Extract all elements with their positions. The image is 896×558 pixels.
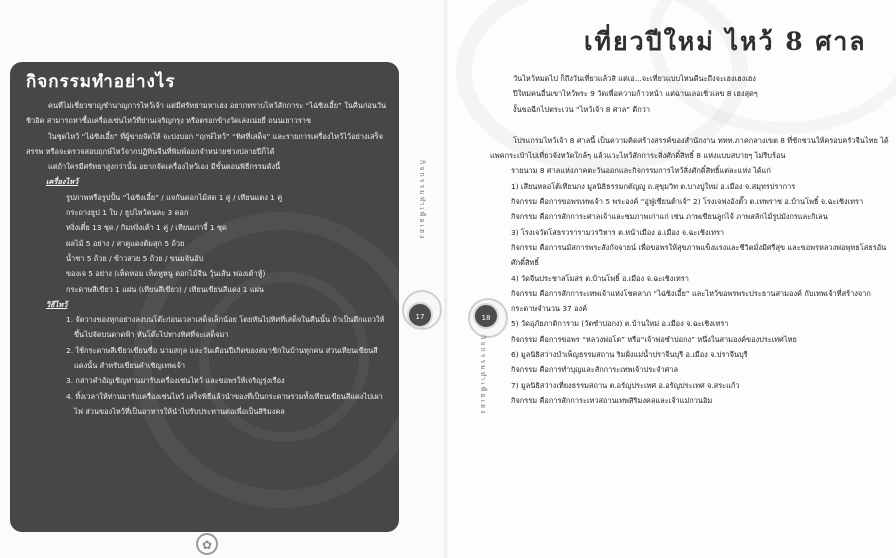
- shrine-list-line: กิจกรรม คือการสักการะเทพเจ้าแห่งโชคลาภ “ไฉ่ซิงเอี้ย” และไหว้ขอพรพระประธานสามองค์ กับเทพเจ้าที่สร้างจากกระดาษจำนวน 37 องค์: [511, 288, 871, 314]
- offering-item: กระถางธูป 1 ใบ / ธูปไหว้คนละ 3 ดอก: [66, 208, 189, 218]
- shrine-list-line: กิจกรรม คือการขอพรเทพเจ้า 5 พระองค์ “อู่ฟู่เซียนต้าเจ้” 2) โรงเจฟงอังตั๊ว ต.เทพราช อ.บ้านโพธิ์ จ.ฉะเชิงเทรา: [511, 197, 864, 207]
- left-side-label: กิจกรรมทำเพื่อเฮง: [418, 160, 426, 241]
- shrine-list-line: กิจกรรม คือการทำบุญและสักการะเทพเจ้าประจำศาล: [511, 365, 678, 375]
- shrine-list-line: กิจกรรม คือการสักการะเทวสถานเทพสิริมงคลและเจ้าแม่กวนอิม: [511, 395, 713, 405]
- shrine-list-line: 6) มูลนิธิสว่างบำเพ็ญธรรมสถาน ริมฝั่งแม่น้ำปราจีนบุรี อ.เมือง จ.ปราจีนบุรี: [511, 350, 748, 360]
- method-step: 3. กล่าวคำอัญเชิญท่านมารับเครื่องเซ่นไหว้ และขอพรให้เจริญรุ่งเรือง: [66, 376, 285, 386]
- method-step: 4. ทิ้งเวลาให้ท่านมารับเครื่องเซ่นไหว้ เสร็จพิธีแล้วนำของที่เป็นกระดาษรวมทั้งเทียนเขียนสีแดงไปเผาไฟ ส่วนของไหว้ที่เป็นอาหารให้นำไปรับประทานต่อเพื่อเป็นสิริมงคล: [66, 391, 383, 416]
- shrine-list-line: 1) เสียนหลอโต้เทียนกง มูลนิธิธรรมกตัญญู ถ.สุขุมวิท ต.บางปูใหม่ อ.เมือง จ.สมุทรปราการ: [511, 181, 796, 191]
- page-title: เที่ยวปีใหม่ ไหว้ 8 ศาล: [584, 27, 867, 56]
- panel-paragraph: คนที่ไม่เชี่ยวชาญชำนาญการไหว้เจ้า แต่มีศรัทธามหาเฮง อยากทราบไหว้สักการะ “ไฉ่ซิงเอี้ย” ในคืนก่อนวันชิวอิด สามารถหาซื้อเครื่องเซ่นไหว้ที่ย่านเจริญกรุง หรือตรอกข้างวัดเล่งเน่ยยี่ ถนนเยาวราช: [26, 101, 387, 126]
- offering-item: กระดาษสีเขียว 1 แผ่น (เทียนสีเขียว) / เทียนเขียนสีแดง 1 แผ่น: [66, 284, 264, 294]
- intro-line: ปีใหม่คนอื่นเขาไหว้พระ 9 วัดเพื่อความก้าวหน้า แต่ฉานเลอเชิ่วเลข 8 เฮงสุดๆ: [513, 89, 758, 99]
- offering-item: ของเจ 5 อย่าง (เห็ดหอม เห็ดหูหนู ดอกไม้จีน วุ้นเส้น ฟองเต้าหู้): [66, 269, 266, 279]
- panel-paragraph: ในชุดไหว้ “ไฉ่ซิงเอี้ย” ที่ผู้ขายจัดให้ จะบ่งบอก “ฤกษ์ไหว้” “ทิศที่เสด็จ” และรายการเครื่องไหว้ไว้อย่างเสร็จสรรพ หรือจะตรวจสอบฤกษ์ไหว้จากปฏิทินจีนที่พิมพ์ออกจำหน่ายช่วงปลายปีก็ได้: [26, 131, 383, 156]
- panel-paragraph: แต่ถ้าใครมีศรัทธาสูงกว่านั้น อยากจัดเครื่องไหว้เอง มีขั้นตอนพิธีกรรมดังนี้: [48, 162, 281, 172]
- shrine-list-line: กิจกรรม คือการสักการะศาลเจ้าและชมภาพเก่าแก่ เช่น ภาพเขียนลูกไจ้ ภาพสลักไม้รูปมังกรและกิเลน: [511, 212, 828, 222]
- offering-item: หงิ่งเตี๋ย 13 ชุด / กิมหงิ่งเต้า 1 คู่ / เทียนเก่าจี้ 1 ชุด: [66, 223, 227, 233]
- method-step: 1. จัดวางของทุกอย่างลงบนโต๊ะก่อนเวลาเสด็จเล็กน้อย โดยหันไปทิศที่เสด็จในคืนนั้น ถ้าเป็นตึกแถวให้ขึ้นไปจัดบนดาดฟ้า หันโต๊ะไปทางทิศที่จะเสด็จมา: [66, 315, 385, 340]
- intro-line: วันไหว้หมดไป ก็ถึงวันเที่ยวแล้วสิ แต่เอ...จะเที่ยวแบบไหนดีนะถึงจะเฮงเฮงเฮง: [513, 74, 756, 83]
- shrine-list-line: 4) วัดจีนประชาสโมสร ต.บ้านโพธิ์ อ.เมือง จ.ฉะเชิงเทรา: [511, 273, 689, 283]
- shrine-list-line: กิจกรรม คือการนมัสการพระสังกัจจายน์ เพื่อขอพรให้สุขภาพแข็งแรงและชีวิตมั่งมีศรีสุข และขอพรหลวงพ่อพุทธโสธรอันศักดิ์สิทธิ์: [511, 242, 887, 268]
- shrine-list-line: กิจกรรม คือการขอพร “หลวงพ่อโต” หรือ“เจ้าพ่อซำปอกง” หนึ่งในสามองค์ของประเทศไทย: [511, 334, 797, 344]
- list-intro: รายนาม 8 ศาลแห่งภาคตะวันออกและกิจกรรมการไหว้สิ่งศักดิ์สิทธิ์แต่ละแห่ง ได้แก่: [511, 166, 771, 176]
- panel-title: กิจกรรมทำอย่างไร: [26, 72, 176, 92]
- right-body: [490, 71, 890, 408]
- activity-panel: [10, 62, 399, 532]
- shrine-list-line: 5) วัดอุภัยภาติการาม (วัดซำปอกง) ต.บ้านใหม่ อ.เมือง จ.ฉะเชิงเทรา: [511, 319, 729, 329]
- left-page-number: 17: [407, 302, 433, 328]
- offerings-heading: เครื่องไหว้: [46, 177, 79, 187]
- offering-item: ผลไม้ 5 อย่าง / สาคูแดงต้มสุก 5 ถ้วย: [66, 238, 185, 248]
- shrine-list-line: 7) มูลนิธิสว่างเที่ยงธรรมสถาน ต.อรัญประเทศ อ.อรัญประเทศ จ.สระแก้ว: [511, 380, 740, 390]
- program-paragraph: โปรแกรมไหว้เจ้า 8 ศาลนี้ เป็นความคิดสร้างสรรค์ของสำนักงาน ททท.ภาคกลางเขต 8 ที่ชักชวนให้ครอบครัวจีนไทย ได้แพคกระเป๋าไปเที่ยวจังหวัดใกล้ๆ แล้วแวะไหว้สักการะสิ่งศักดิ์สิทธิ์ 8 แห่งแบบสบายๆ ไม่รีบร้อน: [490, 135, 889, 161]
- offering-item: น้ำชา 5 ถ้วย / ข้าวสวย 5 ถ้วย / ขนมจันอับ: [66, 253, 204, 263]
- shrine-list-line: 3) โรงเจวัดโสธรวรารามวรวิหาร ต.หน้าเมือง อ.เมือง จ.ฉะเชิงเทรา: [511, 227, 725, 237]
- method-step: 2. ใช้กระดาษสีเขียวเขียนชื่อ นามสกุล และวันเดือนปีเกิดของสมาชิกในบ้านทุกคน ส่วนเทียนเขียนสีแดงนั้น สำหรับเขียนคำเชิญเทพเจ้า: [66, 345, 378, 371]
- method-heading: วิธีไหว้: [46, 299, 68, 309]
- bottom-emblem-icon: ✿: [196, 533, 218, 555]
- offering-item: รูปภาพหรือรูปปั้น “ไฉ่ซิงเอี้ย” / แจกันดอกไม้สด 1 คู่ / เทียนแดง 1 คู่: [66, 192, 283, 202]
- panel-body: [26, 98, 388, 419]
- right-side-label: กิจกรรมทำเพื่อเฮง: [479, 335, 487, 416]
- intro-line: งั้นขอฉีกไปตระเวน “ไหว้เจ้า 8 ศาล” ดีกว่า: [513, 104, 650, 114]
- right-page: [448, 0, 896, 558]
- right-page-number: 18: [473, 303, 499, 329]
